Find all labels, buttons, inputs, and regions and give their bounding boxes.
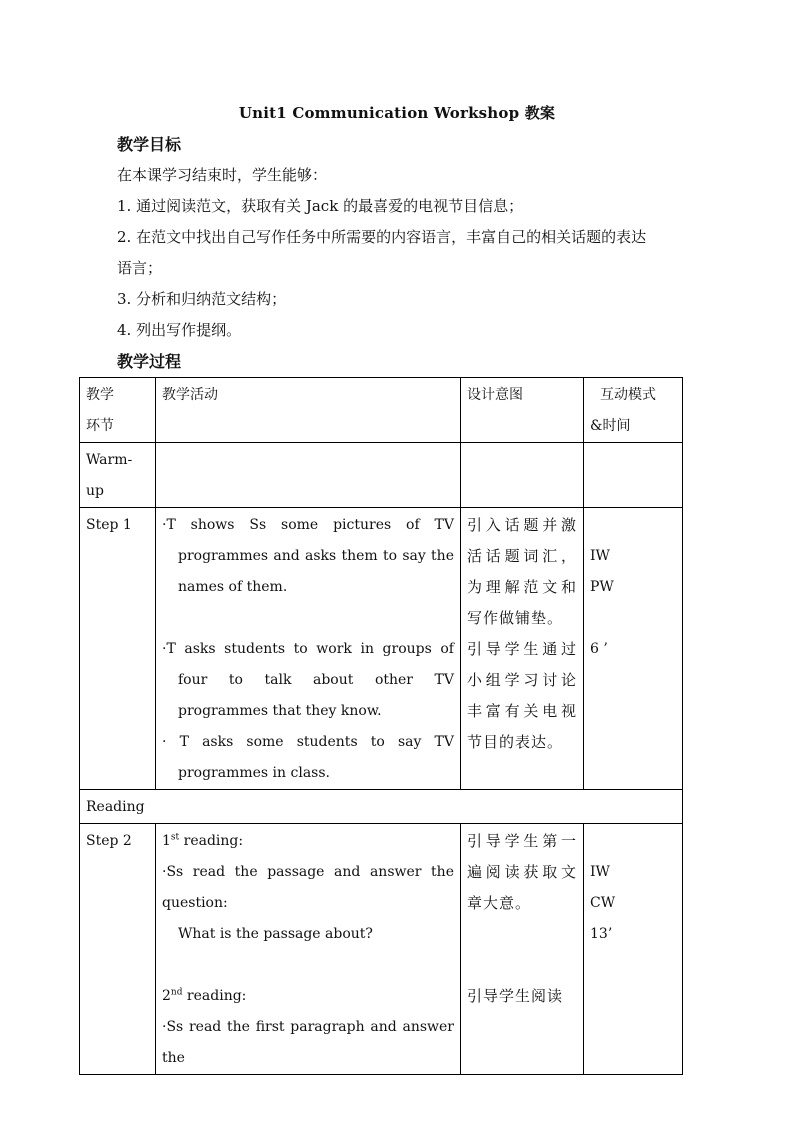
step1-mode-pw: PW <box>590 579 614 595</box>
step2-label: Step 2 <box>80 824 156 1075</box>
step2-first-reading-activity: ·Ss read the passage and answer the question: <box>162 864 454 911</box>
table-header-row <box>80 378 683 443</box>
objectives-intro: 在本课学习结束时，学生能够： <box>117 166 328 184</box>
step1-mode-time <box>584 508 683 790</box>
step2-activities <box>156 824 461 1075</box>
step2-intent <box>461 824 584 1075</box>
step1-activities <box>156 508 461 790</box>
header-activity: 教学活动 <box>156 378 461 443</box>
step2-intent-2: 引导学生阅读 <box>467 987 564 1005</box>
step2-first-reading-label: 1st reading: <box>162 832 244 849</box>
step1-mode-iw: IW <box>590 548 610 564</box>
step2-first-reading-question: What is the passage about? <box>178 926 373 942</box>
reading-label: Reading <box>80 790 683 824</box>
warmup-label: Warm-up <box>80 443 156 508</box>
objective-2: 2. 在范文中找出自己写作任务中所需要的内容语言，丰富自己的相关话题的表达 <box>117 228 647 246</box>
step2-intent-1: 引导学生第一遍阅读获取文章大意。 <box>467 832 577 912</box>
step2-second-reading-activity: ·Ss read the first paragraph and answer the <box>162 1019 454 1066</box>
step2-mode-time <box>584 824 683 1075</box>
step1-activity-1: ·T shows Ss some pictures of TV programmes and asks them to say the names of them. <box>162 517 454 595</box>
step1-intent-1: 引入话题并激活话题词汇，为理解范文和写作做铺垫。 <box>467 516 577 627</box>
objective-4: 4. 列出写作提纲。 <box>117 321 242 339</box>
step1-label: Step 1 <box>80 508 156 790</box>
objective-3: 3. 分析和归纳范文结构； <box>117 290 287 308</box>
step2-second-reading-label: 2nd reading: <box>162 987 247 1004</box>
step1-activity-2: ·T asks students to work in groups of four to talk about other TV programmes that they know. <box>162 641 454 719</box>
objective-2-continued: 语言； <box>117 259 163 277</box>
step1-row <box>80 508 683 790</box>
objective-1: 1. 通过阅读范文，获取有关 Jack 的最喜爱的电视节目信息； <box>117 197 524 215</box>
warmup-row <box>80 443 683 508</box>
document-title: Unit1 Communication Workshop 教案 <box>238 104 556 122</box>
objectives-heading: 教学目标 <box>117 135 182 154</box>
step2-row <box>80 824 683 1075</box>
step2-time: 13’ <box>590 926 613 942</box>
step1-time: 6 ’ <box>590 641 608 657</box>
header-stage: 教学 环节 <box>80 378 156 443</box>
header-intent: 设计意图 <box>461 378 584 443</box>
lesson-table <box>79 377 683 1075</box>
step1-intent-2: 引导学生通过小组学习讨论丰富有关电视节目的表达。 <box>467 640 577 751</box>
step1-intent <box>461 508 584 790</box>
process-heading: 教学过程 <box>117 352 182 371</box>
header-mode-time: 互动模式 &时间 <box>584 378 683 443</box>
step2-mode-cw: CW <box>590 895 616 911</box>
step2-mode-iw: IW <box>590 864 610 880</box>
step1-activity-3: · T asks some students to say TV programmes in class. <box>162 734 454 781</box>
reading-row <box>80 790 683 824</box>
